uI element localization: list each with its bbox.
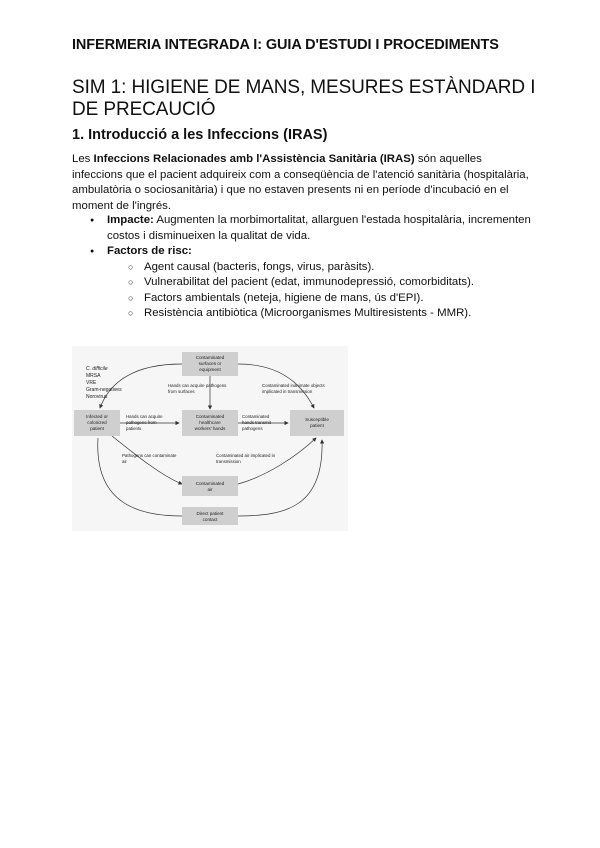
label-hands-transmit: pathogens [242, 426, 263, 431]
box-hands [182, 410, 238, 436]
box-susceptible-line: Susceptible [305, 417, 329, 422]
box-hands-line: workers' hands [194, 426, 226, 431]
label-hands-acquire-surfaces: from surfaces [168, 389, 195, 394]
box-contact [182, 507, 238, 525]
box-hands-line: healthcare [199, 420, 221, 425]
pathogen-item: Gram-negatives [86, 387, 122, 393]
label-inanimate-objects: Contaminated inanimate objects [262, 383, 325, 388]
box-surfaces-line: surfaces or [198, 361, 222, 366]
risk-sublist [107, 260, 542, 322]
intro-rest: són aquelles infeccions que el pacient adquireix com a conseqüència de l'atenció sanitària (hospitalària, ambulatòria o sociosanitària) i que no estaven presents ni en període d'incubació en el moment de l'ingrés. [72, 153, 529, 212]
pathogen-item: MRSA [86, 373, 101, 379]
box-surfaces-line: equipment [199, 367, 221, 372]
label-hands-acquire-surfaces: Hands can acquire pathogens [168, 383, 227, 388]
box-air-line: air [207, 487, 213, 492]
transmission-diagram [72, 346, 348, 531]
label-inanimate-objects: implicated in transmission [262, 389, 313, 394]
label-pathogens-contaminate-air: air [122, 459, 127, 464]
pathogen-item: VRE [86, 380, 97, 386]
bullet-risk-factors [72, 244, 542, 322]
transmission-diagram-svg [72, 346, 348, 531]
box-infected [74, 410, 120, 436]
label-hands-acquire-patients: pathogens from [126, 420, 157, 425]
section-title: 1. Introducció a les Infeccions (IRAS) [72, 127, 328, 143]
intro-bold-term: Infeccions Relacionades amb l'Assistència Sanitària (IRAS) [93, 153, 415, 165]
impact-label: Impacte: [107, 214, 154, 226]
box-air-line: Contaminated [195, 481, 225, 486]
label-pathogens-contaminate-air: Pathogens can contaminate [122, 453, 177, 458]
bullet-impact [72, 213, 542, 244]
box-infected-line: colonized [87, 420, 107, 425]
intro-paragraph [72, 152, 532, 214]
risk-item: ○ Agent causal (bacteris, fongs, virus, paràsits). [107, 260, 542, 276]
box-susceptible [290, 410, 344, 436]
bullet-list [72, 213, 542, 322]
label-hands-acquire-patients: patients [126, 426, 142, 431]
label-hands-acquire-patients: Hands can acquire [126, 414, 163, 419]
risk-label: Factors de risc: [107, 245, 192, 257]
document-title: INFERMERIA INTEGRADA I: GUIA D'ESTUDI I PROCEDIMENTS [72, 37, 499, 53]
risk-item: ○ Resistència antibiòtica (Microorganismes Multiresistents - MMR). [107, 306, 542, 322]
label-air-transmission: Contaminated air implicated in [216, 453, 276, 458]
pathogen-item: C. difficile [86, 366, 108, 372]
box-infected-line: Infected or [86, 414, 108, 419]
box-susceptible-line: patient [310, 423, 324, 428]
label-air-transmission: transmission [216, 459, 241, 464]
label-hands-transmit: Contaminated [242, 414, 270, 419]
box-infected-line: patient [90, 426, 104, 431]
risk-item: ○ Vulnerabilitat del pacient (edat, immunodepressió, comorbiditats). [107, 275, 542, 291]
sim-title: SIM 1: HIGIENE DE MANS, MESURES ESTÀNDARD I DE PRECAUCIÓ [72, 77, 536, 120]
risk-item: ○ Factors ambientals (neteja, higiene de mans, ús d'EPI). [107, 291, 542, 307]
label-hands-transmit: hands transmit [242, 420, 271, 425]
pathogen-item: Norovirus [86, 394, 108, 400]
box-air [182, 476, 238, 496]
impact-text: Augmenten la morbimortalitat, allarguen l'estada hospitalària, incrementen costos i disminueixen la qualitat de vida. [107, 214, 531, 242]
box-contact-line: Direct patient [196, 511, 224, 516]
intro-prefix: Les [72, 153, 94, 165]
box-contact-line: contact [202, 517, 218, 522]
box-hands-line: Contaminated [195, 414, 225, 419]
box-surfaces [182, 352, 238, 376]
box-surfaces-line: Contaminated [195, 355, 225, 360]
